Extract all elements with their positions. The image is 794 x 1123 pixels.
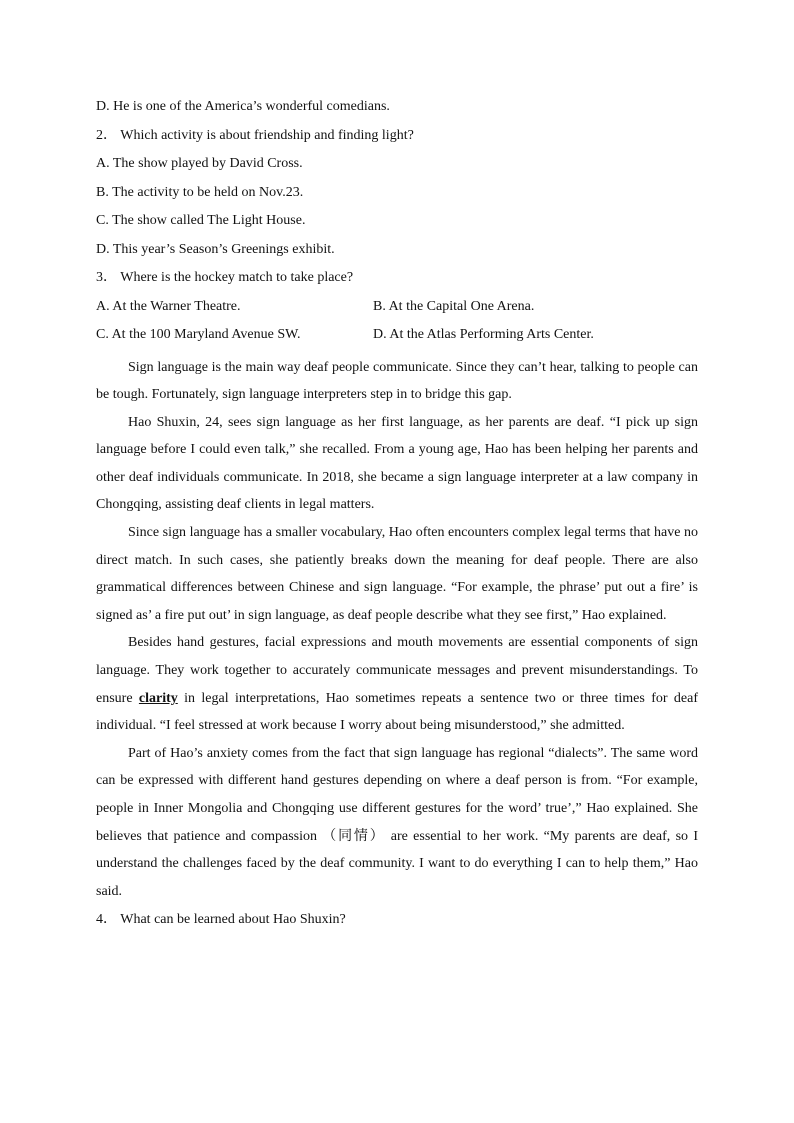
q3-option-d: D. At the Atlas Performing Arts Center. [373,327,594,343]
passage-p5-text: Part of Hao’s anxiety comes from the fact that sign language has regional “dialects”. The same word can be expressed with different hand gestures depending on where a deaf person is from. “For example, people in Inner Mongolia and Chongqing use different gestures for the word’ true’,” Hao explained. She believes that patience and compassion （同情） are essential to her work. “My parents are deaf, so I understand the challenges faced by the deaf community. I want to do everything I can to help them,” Hao said. [96,745,698,899]
passage-p4-text-after: in legal interpretations, Hao sometimes repeats a sentence two or three times for deaf individual. “I feel stressed at work because I worry about being misunderstood,” she admitted. [96,690,698,734]
q3-options-row-1 [96,293,698,322]
passage-p2-text: Hao Shuxin, 24, sees sign language as her first language, as her parents are deaf. “I pick up sign language before I could even talk,” she recalled. From a young age, Hao has been helping her parents and other deaf individuals communicate. In 2018, she became a sign language interpreter at a law company in Chongqing, assisting deaf clients in legal matters. [96,414,698,513]
q2-option-d: D. This year’s Season’s Greenings exhibit. [96,241,335,257]
q3-option-a: A. At the Warner Theatre. [96,298,241,314]
passage-p4-text-before: Besides hand gestures, facial expressions and mouth movements are essential components of sign language. They work together to accurately communicate messages and prevent misunderstandings. To ensure [96,635,698,706]
passage-paragraph-5 [96,740,698,906]
q2-option-a: A. The show played by David Cross. [96,156,303,172]
q2-option-b: B. The activity to be held on Nov.23. [96,184,304,200]
passage-paragraph-4 [96,629,698,739]
passage-paragraph-2 [96,409,698,519]
q3-option-c: C. At the 100 Maryland Avenue SW. [96,327,301,343]
q3-option-b: B. At the Capital One Arena. [373,298,535,314]
q2-stem: 2． Which activity is about friendship and finding light? [96,127,414,143]
passage-paragraph-1 [96,354,698,409]
q3-stem: 3． Where is the hockey match to take place? [96,270,354,286]
passage-p1-text: Sign language is the main way deaf people communicate. Since they can’t hear, talking to people can be tough. Fortunately, sign language interpreters step in to bridge this gap. [96,359,698,403]
q1-option-d: D. He is one of the America’s wonderful comedians. [96,99,390,115]
underlined-keyword: clarity [138,690,178,706]
q2-option-c: C. The show called The Light House. [96,213,306,229]
passage-paragraph-3 [96,519,698,629]
document-page [96,93,698,934]
q4-stem: 4． What can be learned about Hao Shuxin? [96,911,346,927]
q3-options-row-2 [96,321,698,350]
passage-p3-text: Since sign language has a smaller vocabulary, Hao often encounters complex legal terms that have no direct match. In such cases, she patiently breaks down the meaning for deaf people. There are also grammatical differences between Chinese and sign language. “For example, the phrase’ put out a fire’ is signed as’ a fire put out’ in sign language, as deaf people describe what they see first,” Hao explained. [96,525,698,623]
